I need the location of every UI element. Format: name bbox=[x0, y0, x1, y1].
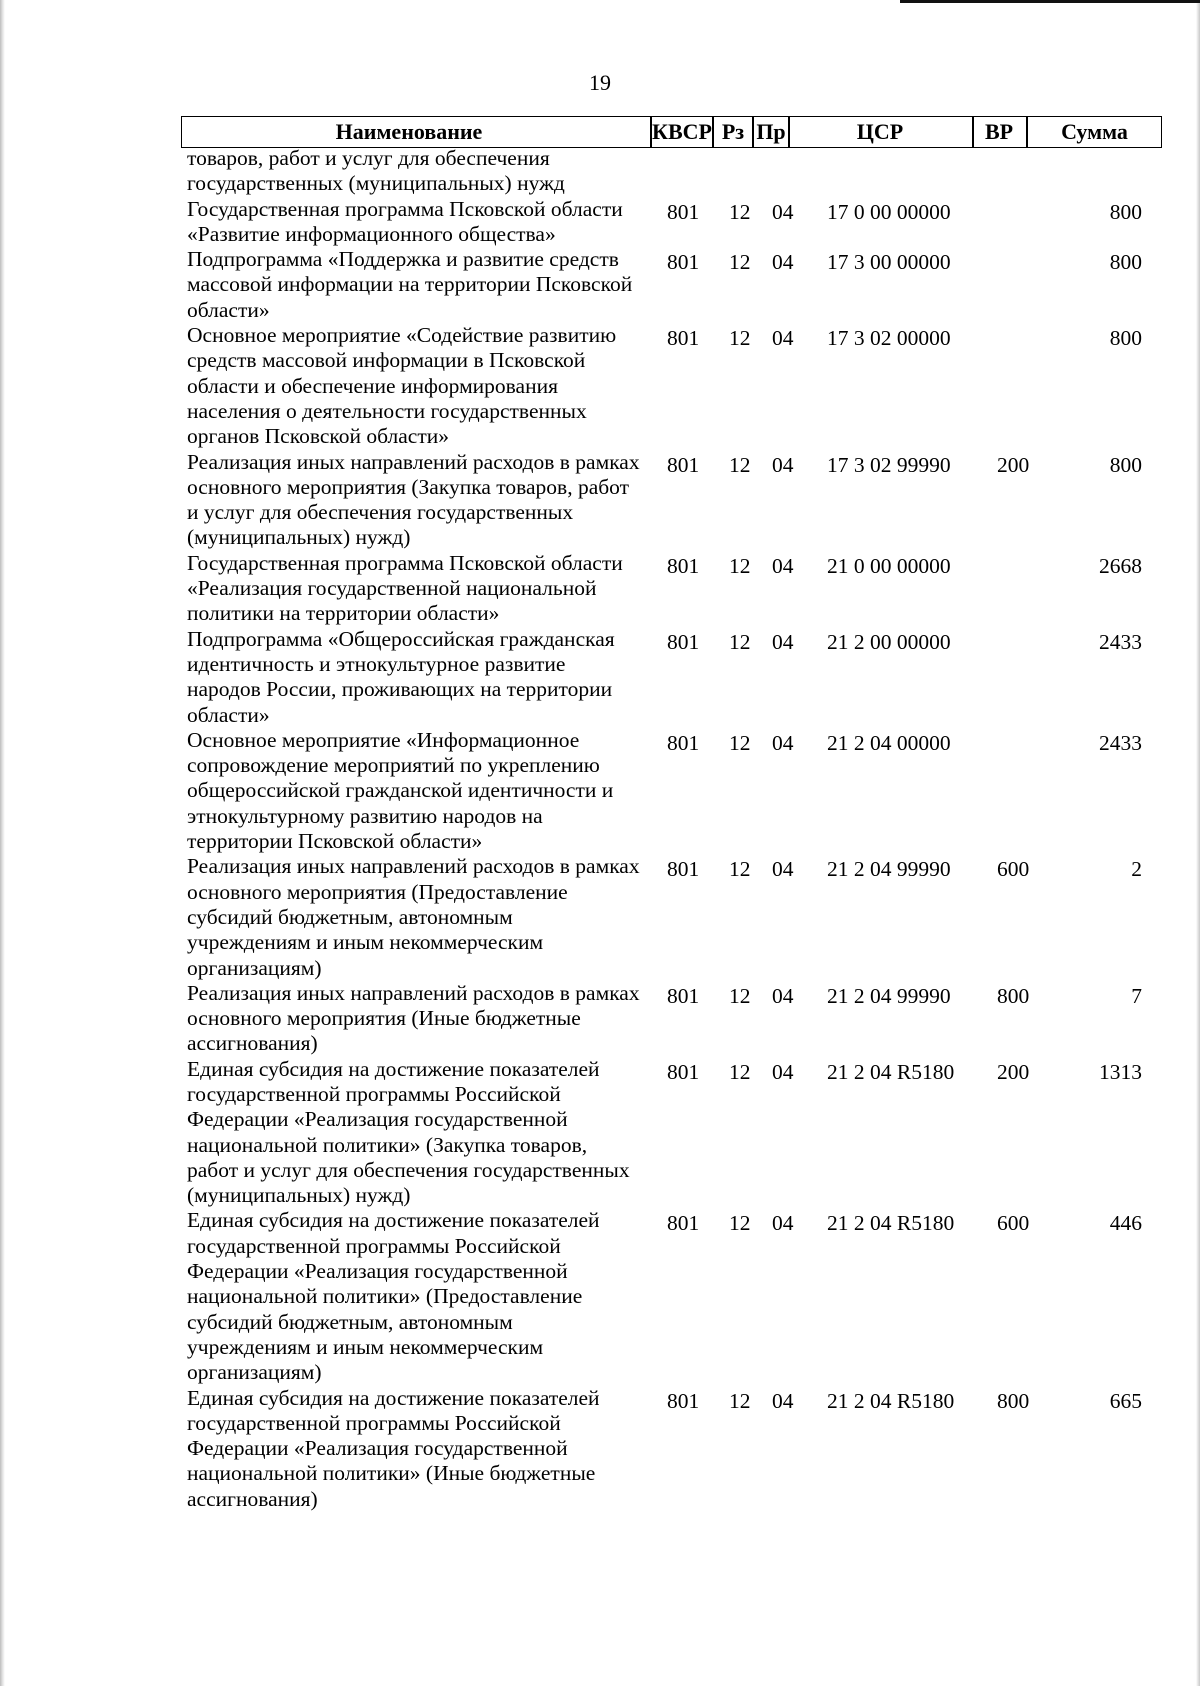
table-row bbox=[187, 450, 1162, 551]
row-rz: 12 bbox=[729, 1059, 751, 1084]
table-row bbox=[187, 728, 1162, 854]
row-kvsr: 801 bbox=[667, 730, 700, 755]
row-csr: 17 0 00 00000 bbox=[827, 199, 951, 224]
table-body bbox=[187, 146, 1162, 1512]
row-csr: 17 3 02 99990 bbox=[827, 452, 951, 477]
row-rz: 12 bbox=[729, 250, 751, 275]
row-kvsr: 801 bbox=[667, 629, 700, 654]
row-csr: 21 2 04 99990 bbox=[827, 857, 951, 882]
row-vr: 600 bbox=[997, 857, 1030, 882]
row-rz: 12 bbox=[729, 452, 751, 477]
row-vr: 200 bbox=[997, 452, 1030, 477]
row-csr: 17 3 00 00000 bbox=[827, 250, 951, 275]
row-name: Реализация иных направлений расходов в рамках основного мероприятия (Закупка товаров, работ и услуг для обеспечения государственных (муниципальных) нужд) bbox=[187, 449, 640, 550]
row-pr: 04 bbox=[772, 1059, 794, 1084]
scan-edge-left bbox=[0, 0, 5, 1686]
row-name: Основное мероприятие «Информационное сопровождение мероприятий по укреплению общероссийской гражданской идентичности и этнокультурному развитию народов на территории Псковской области» bbox=[187, 727, 614, 854]
row-rz: 12 bbox=[729, 730, 751, 755]
row-name: Подпрограмма «Общероссийская гражданская идентичность и этнокультурное развитие народов России, проживающих на территории области» bbox=[187, 626, 615, 727]
row-pr: 04 bbox=[772, 250, 794, 275]
page-number: 19 bbox=[589, 70, 611, 95]
table-row bbox=[187, 551, 1162, 627]
row-rz: 12 bbox=[729, 1211, 751, 1236]
row-rz: 12 bbox=[729, 553, 751, 578]
row-name: Единая субсидия на достижение показателей государственной программы Российской Федерации «Реализация государственной национальной политики» (Предоставление субсидий бюджетным, автономным учреждениям и иным некоммерческим организациям) bbox=[187, 1208, 600, 1385]
row-pr: 04 bbox=[772, 1388, 794, 1413]
row-rz: 12 bbox=[729, 857, 751, 882]
row-pr: 04 bbox=[772, 326, 794, 351]
row-name: Реализация иных направлений расходов в рамках основного мероприятия (Предоставление субсидий бюджетным, автономным учреждениям и иным некоммерческим организациям) bbox=[187, 854, 640, 980]
header-csr: ЦСР bbox=[856, 119, 904, 144]
table-row bbox=[187, 323, 1162, 449]
row-sum: 446 bbox=[1109, 1211, 1142, 1236]
row-pr: 04 bbox=[772, 857, 794, 882]
row-csr: 21 2 04 99990 bbox=[827, 983, 951, 1008]
table-row bbox=[187, 1208, 1162, 1385]
table-row bbox=[187, 247, 1162, 323]
table-row bbox=[187, 854, 1162, 980]
row-kvsr: 801 bbox=[667, 553, 700, 578]
row-name: Реализация иных направлений расходов в рамках основного мероприятия (Иные бюджетные ассигнования) bbox=[187, 980, 640, 1056]
header-rz: Рз bbox=[721, 119, 745, 144]
row-sum: 2668 bbox=[1099, 553, 1142, 578]
row-rz: 12 bbox=[729, 1388, 751, 1413]
row-pr: 04 bbox=[772, 983, 794, 1008]
row-sum: 800 bbox=[1109, 326, 1142, 351]
row-rz: 12 bbox=[729, 326, 751, 351]
table-row bbox=[187, 1057, 1162, 1209]
row-name: товаров, работ и услуг для обеспечения государственных (муниципальных) нужд bbox=[187, 146, 565, 196]
row-vr: 800 bbox=[997, 983, 1030, 1008]
row-sum: 665 bbox=[1109, 1388, 1142, 1413]
header-kvsr: КВСР bbox=[652, 119, 712, 144]
row-sum: 2433 bbox=[1099, 730, 1142, 755]
table-row bbox=[187, 197, 1162, 248]
row-kvsr: 801 bbox=[667, 326, 700, 351]
row-rz: 12 bbox=[729, 983, 751, 1008]
header-sum: Сумма bbox=[1061, 119, 1128, 144]
row-sum: 800 bbox=[1109, 452, 1142, 477]
row-kvsr: 801 bbox=[667, 199, 700, 224]
row-csr: 21 2 04 R5180 bbox=[827, 1388, 955, 1413]
row-csr: 21 2 04 R5180 bbox=[827, 1059, 955, 1084]
row-name: Подпрограмма «Поддержка и развитие средств массовой информации на территории Псковской области» bbox=[187, 247, 633, 322]
row-sum: 800 bbox=[1109, 250, 1142, 275]
row-name: Основное мероприятие «Содействие развитию средств массовой информации в Псковской области и обеспечение информирования населения о деятельности государственных органов Псковской области» bbox=[187, 323, 617, 449]
row-kvsr: 801 bbox=[667, 1059, 700, 1084]
row-pr: 04 bbox=[772, 199, 794, 224]
row-sum: 2 bbox=[1131, 857, 1142, 882]
header-vr: ВР bbox=[984, 119, 1014, 144]
row-vr: 200 bbox=[997, 1059, 1030, 1084]
row-rz: 12 bbox=[729, 629, 751, 654]
row-name: Единая субсидия на достижение показателей государственной программы Российской Федерации «Реализация государственной национальной политики» (Закупка товаров, работ и услуг для обеспечения государственных (муниципальных) нужд) bbox=[187, 1056, 630, 1208]
row-kvsr: 801 bbox=[667, 1211, 700, 1236]
row-csr: 17 3 02 00000 bbox=[827, 326, 951, 351]
row-name: Единая субсидия на достижение показателей государственной программы Российской Федерации «Реализация государственной национальной политики» (Иные бюджетные ассигнования) bbox=[187, 1385, 600, 1511]
row-name: Государственная программа Псковской области «Реализация государственной национальной политики на территории области» bbox=[187, 550, 623, 626]
row-pr: 04 bbox=[772, 730, 794, 755]
row-csr: 21 2 04 R5180 bbox=[827, 1211, 955, 1236]
row-kvsr: 801 bbox=[667, 857, 700, 882]
row-rz: 12 bbox=[729, 199, 751, 224]
row-kvsr: 801 bbox=[667, 452, 700, 477]
row-pr: 04 bbox=[772, 553, 794, 578]
row-sum: 2433 bbox=[1099, 629, 1142, 654]
row-csr: 21 2 04 00000 bbox=[827, 730, 951, 755]
row-sum: 7 bbox=[1131, 983, 1142, 1008]
row-vr: 600 bbox=[997, 1211, 1030, 1236]
top-rule bbox=[900, 0, 1200, 3]
row-sum: 1313 bbox=[1099, 1059, 1142, 1084]
row-sum: 800 bbox=[1109, 199, 1142, 224]
table-row bbox=[187, 146, 1162, 197]
table-header bbox=[181, 116, 1162, 148]
scan-edge-right bbox=[1196, 0, 1200, 1686]
header-pr: Пр bbox=[756, 119, 786, 144]
row-kvsr: 801 bbox=[667, 250, 700, 275]
row-vr: 800 bbox=[997, 1388, 1030, 1413]
table-row bbox=[187, 981, 1162, 1057]
row-pr: 04 bbox=[772, 629, 794, 654]
header-name: Наименование bbox=[335, 119, 483, 144]
row-pr: 04 bbox=[772, 452, 794, 477]
row-pr: 04 bbox=[772, 1211, 794, 1236]
row-kvsr: 801 bbox=[667, 1388, 700, 1413]
row-csr: 21 0 00 00000 bbox=[827, 553, 951, 578]
row-kvsr: 801 bbox=[667, 983, 700, 1008]
row-name: Государственная программа Псковской области «Развитие информационного общества» bbox=[187, 196, 623, 246]
table-row bbox=[187, 627, 1162, 728]
table-row bbox=[187, 1386, 1162, 1512]
row-csr: 21 2 00 00000 bbox=[827, 629, 951, 654]
